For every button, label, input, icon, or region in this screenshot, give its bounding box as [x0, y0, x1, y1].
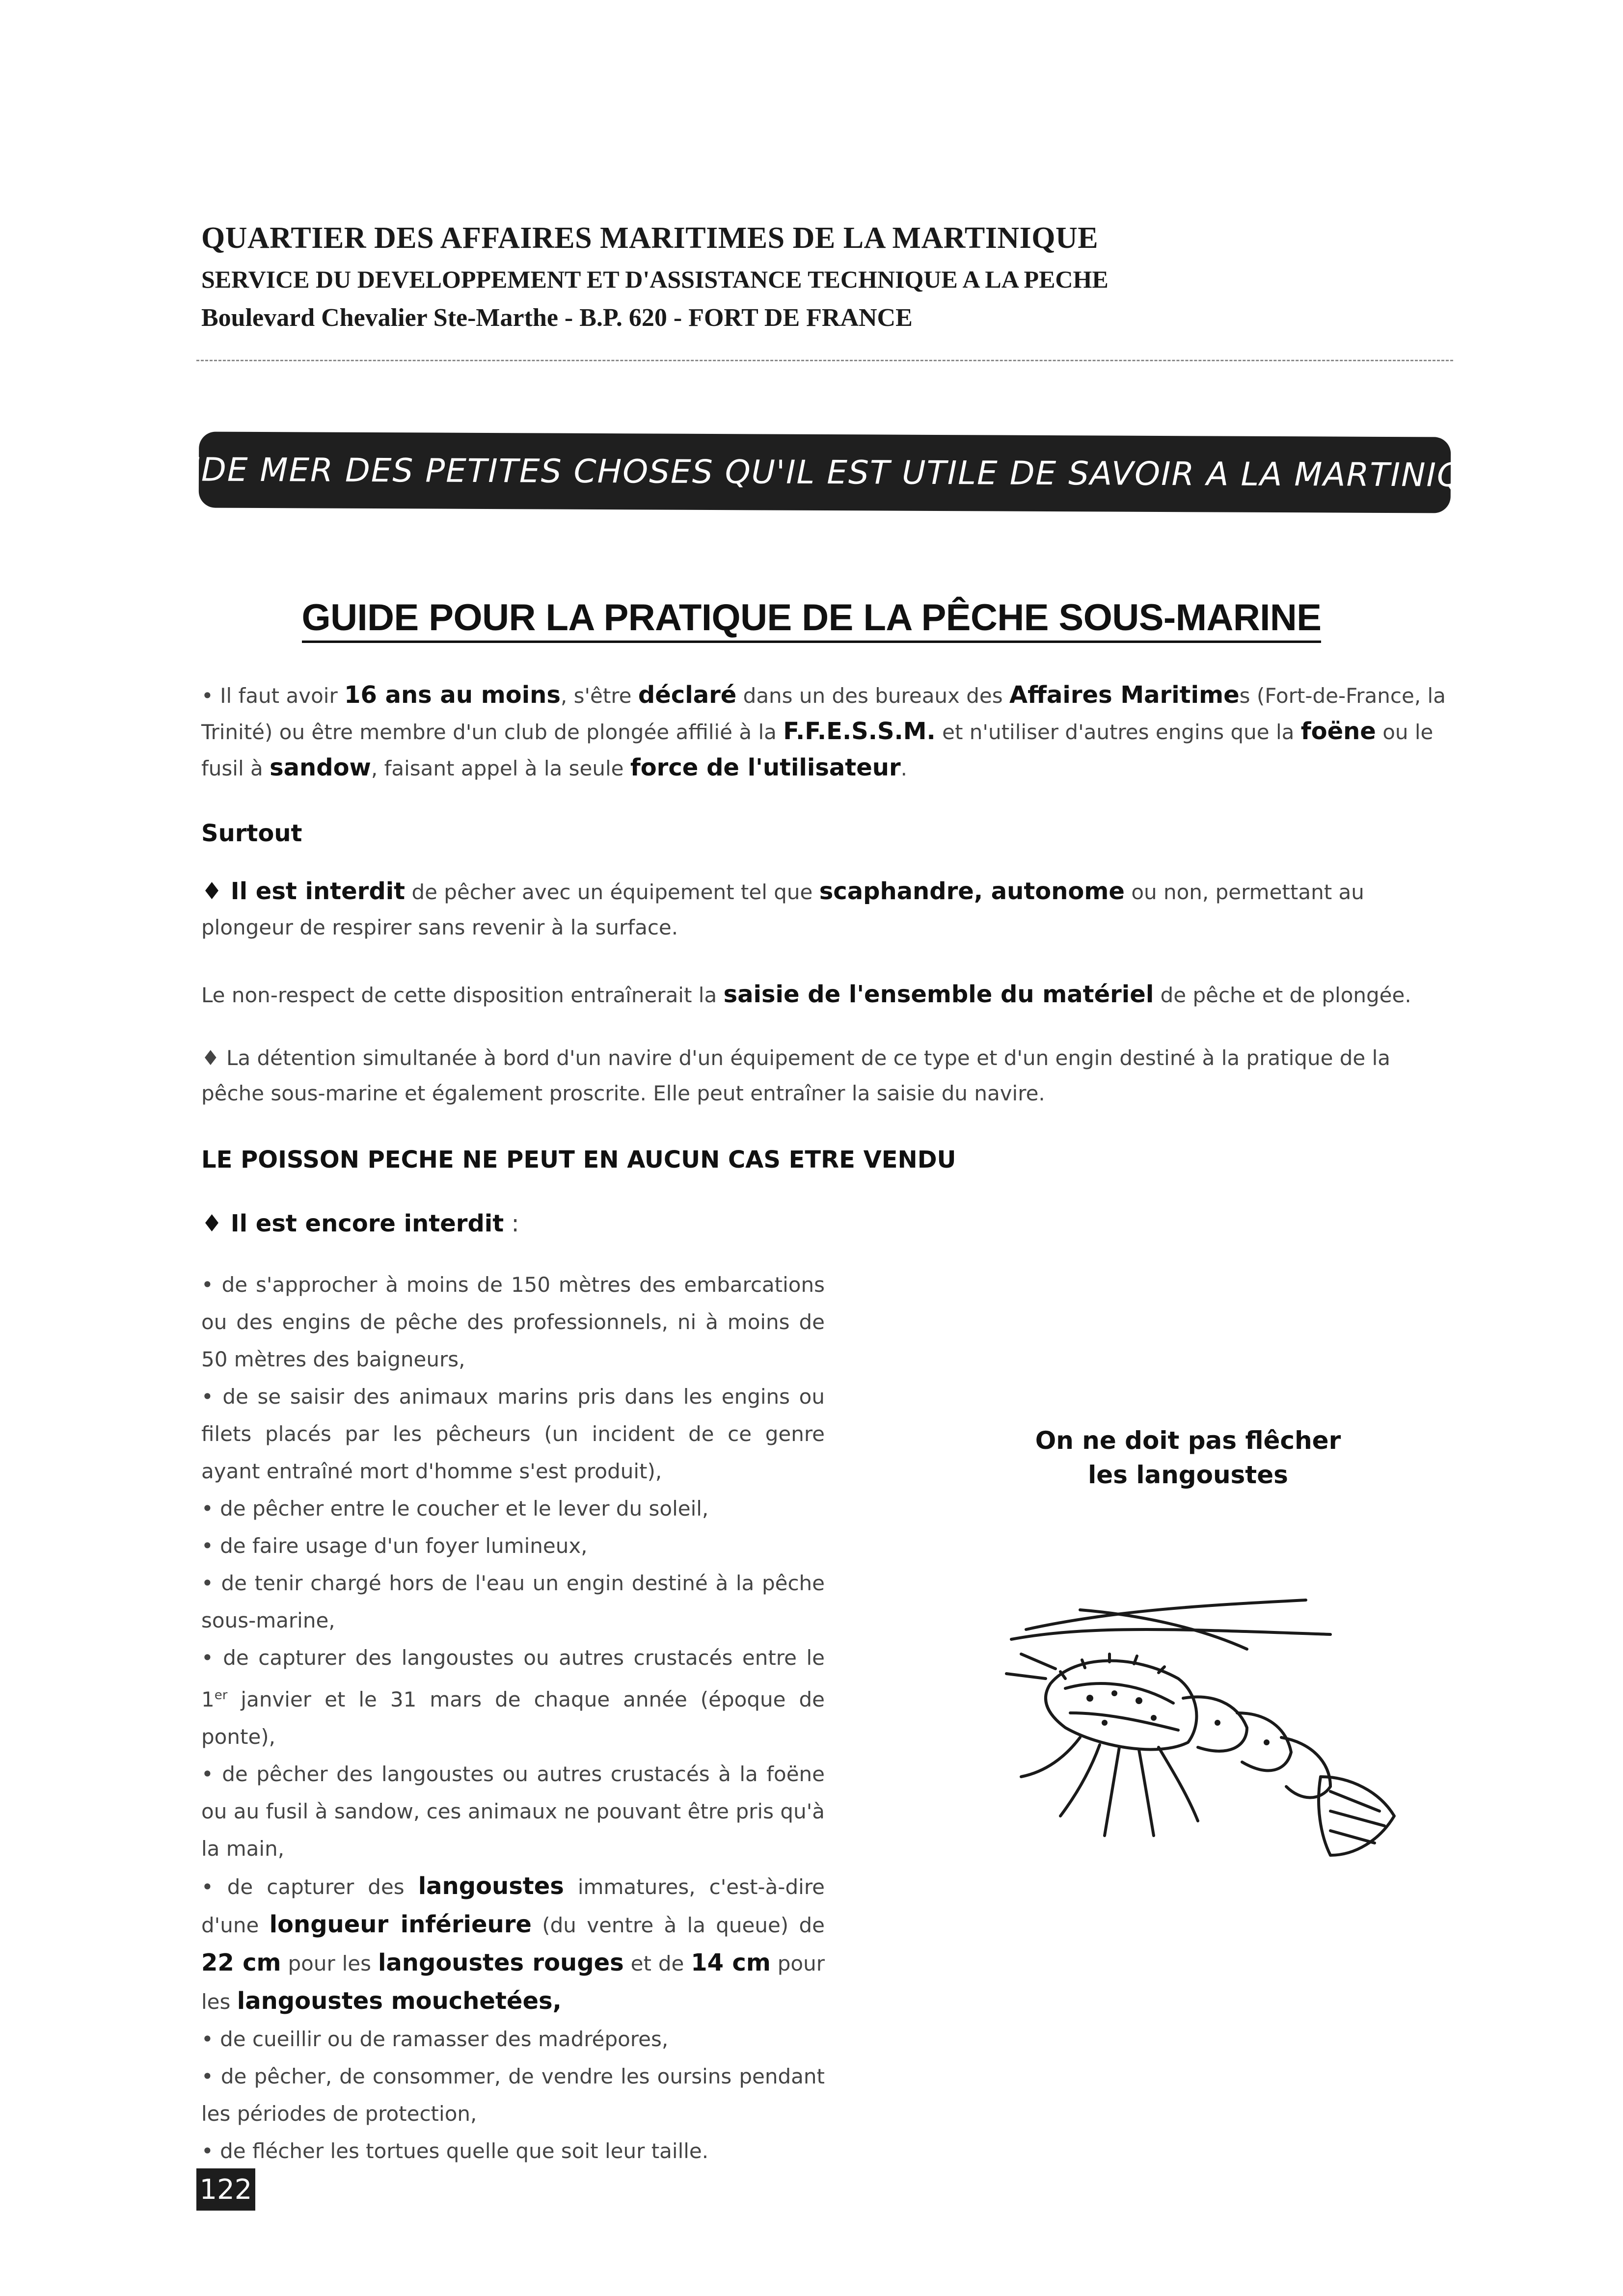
intro-text: ou le fusil à: [201, 720, 1434, 780]
interdit-text: ou non, permettant au plongeur de respirer sans revenir à la surface.: [201, 880, 1364, 939]
list-item-text: janvier et le 31 mars de chaque année (époque de ponte),: [201, 1687, 825, 1749]
list-item-bold: 14 cm: [691, 1949, 771, 1976]
list-item-text: immatures, c'est-à-dire d'une: [201, 1875, 825, 1937]
list-item: • de cueillir ou de ramasser des madrépores,: [201, 2027, 669, 2051]
page-number: 122: [196, 2168, 255, 2211]
list-item: [201, 1639, 825, 1756]
list-item-text: pour les: [201, 1951, 825, 2014]
nonrespect-paragraph: [201, 977, 1451, 1013]
nonrespect-text: Le non-respect de cette disposition entraînerait la: [201, 983, 724, 1007]
interdit-paragraph: [201, 874, 1451, 945]
list-item: • de s'approcher à moins de 150 mètres des embarcations ou des engins de pêche des professionnels, ni à moins de 50 mètres des baigneurs,: [201, 1273, 825, 1371]
intro-bold: force de l'utilisateur: [630, 754, 901, 781]
list-item-text: • de capturer des langoustes ou autres crustacés entre le 1: [201, 1646, 825, 1711]
interdit-bold: ♦ Il est interdit: [201, 878, 406, 905]
header-address: Boulevard Chevalier Ste-Marthe - B.P. 620 - FORT DE FRANCE: [201, 304, 913, 332]
list-item-bold: longueur inférieure: [269, 1911, 532, 1938]
nonrespect-bold: saisie de l'ensemble du matériel: [723, 981, 1154, 1008]
list-item: • de faire usage d'un foyer lumineux,: [201, 1534, 588, 1558]
list-item: • de pêcher, de consommer, de vendre les oursins pendant les périodes de protection,: [201, 2064, 825, 2126]
intro-text: , faisant appel à la seule: [371, 756, 630, 780]
list-item-text: • de capturer des: [201, 1875, 418, 1899]
intro-paragraph: [201, 677, 1451, 786]
nonrespect-text: de pêche et de plongée.: [1154, 983, 1411, 1007]
intro-bold: F.F.E.S.S.M.: [783, 718, 936, 745]
intro-bold: Affaires Maritime: [1009, 681, 1240, 709]
encore-bold: ♦ Il est encore interdit: [201, 1210, 504, 1237]
page-title: [0, 596, 1623, 639]
intro-text: s (Fort-de-France, la Trinité) ou être membre d'un club de plongée affilié à la: [201, 684, 1446, 744]
list-item-bold: 22 cm: [201, 1949, 281, 1976]
intro-text: et n'utiliser d'autres engins que la: [935, 720, 1301, 744]
intro-bold: 16 ans au moins: [344, 681, 561, 709]
list-item: • de tenir chargé hors de l'eau un engin destiné à la pêche sous-marine,: [201, 1571, 825, 1632]
intro-text: , s'être: [560, 684, 638, 708]
intro-bold: sandow: [270, 754, 371, 781]
header-service: SERVICE DU DEVELOPPEMENT ET D'ASSISTANCE TECHNIQUE A LA PECHE: [201, 266, 1109, 293]
interdictions-list: [201, 1266, 825, 2170]
header-title: QUARTIER DES AFFAIRES MARITIMES DE LA MARTINIQUE: [201, 221, 1099, 255]
list-item-text: et de: [623, 1951, 691, 1976]
encore-heading: [201, 1210, 519, 1237]
intro-bold: déclaré: [638, 681, 737, 709]
lobster-icon: [992, 1580, 1404, 1885]
superscript: er: [214, 1688, 228, 1703]
intro-text: .: [900, 756, 907, 780]
list-item-bold: langoustes: [418, 1872, 564, 1900]
surtout-heading: Surtout: [201, 820, 302, 847]
encore-text: :: [504, 1210, 519, 1237]
list-item-bold: langoustes mouchetées,: [237, 1987, 562, 2015]
banner-text: GUIDE MER DES PETITES CHOSES QU'IL EST UTILE DE SAVOIR A LA MARTINIQUE: [139, 450, 1510, 495]
header-divider: [196, 360, 1453, 361]
interdit-bold: scaphandre, autonome: [819, 878, 1125, 905]
list-item-text: (du ventre à la queue) de: [531, 1913, 825, 1937]
poisson-heading: LE POISSON PECHE NE PEUT EN AUCUN CAS ETRE VENDU: [201, 1146, 956, 1174]
list-item: • de pêcher entre le coucher et le lever du soleil,: [201, 1496, 709, 1521]
intro-bold: foëne: [1300, 718, 1376, 745]
guide-banner: [139, 431, 1510, 513]
detention-paragraph: ♦ La détention simultanée à bord d'un navire d'un équipement de ce type et d'un engin destiné à la pratique de la pêche sous-marine et également proscrite. Elle peut entraîner la saisie du navire.: [201, 1046, 1391, 1105]
list-item: • de se saisir des animaux marins pris dans les engins ou filets placés par les pêcheurs (un incident de ce genre ayant entraîné mort d'homme s'est produit),: [201, 1385, 825, 1483]
interdit-text: de pêcher avec un équipement tel que: [405, 880, 819, 904]
list-item-bold: langoustes rouges: [378, 1949, 624, 1976]
list-item: [201, 1868, 825, 2021]
list-item-text: pour les: [281, 1951, 378, 1976]
illustration-caption: [1006, 1423, 1370, 1492]
list-item: • de pêcher des langoustes ou autres crustacés à la foëne ou au fusil à sandow, ces animaux ne pouvant être pris qu'à la main,: [201, 1762, 825, 1861]
caption-line-1: On ne doit pas flêcher: [1035, 1426, 1341, 1455]
intro-text: dans un des bureaux des: [736, 684, 1009, 708]
caption-line-2: les langoustes: [1088, 1461, 1288, 1489]
page-title-text: GUIDE POUR LA PRATIQUE DE LA PÊCHE SOUS-MARINE: [302, 597, 1322, 643]
list-item: • de flécher les tortues quelle que soit leur taille.: [201, 2139, 709, 2163]
intro-text: • Il faut avoir: [201, 684, 345, 708]
